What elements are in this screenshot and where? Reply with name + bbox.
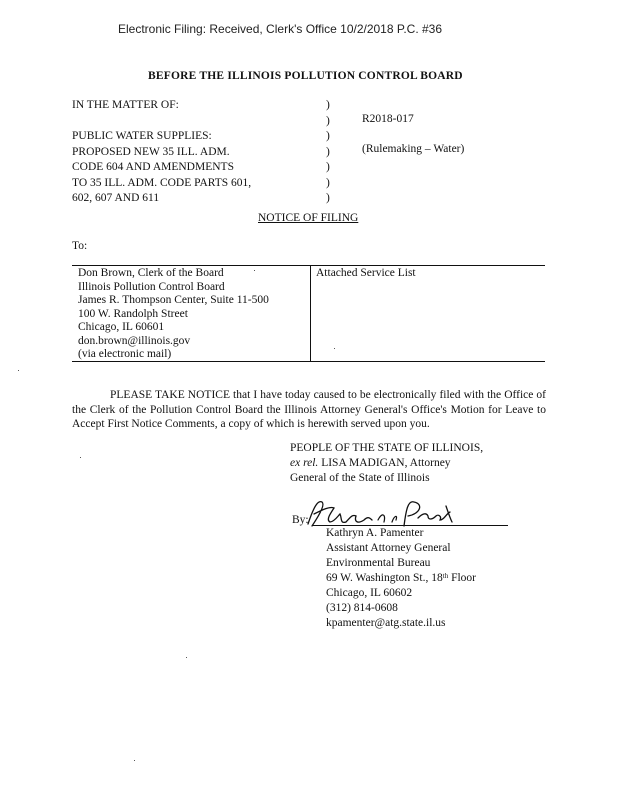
attorney-contact [326,526,476,631]
scan-speck [80,457,81,458]
caption-line: 602, 607 AND 611 [72,192,160,204]
recipient-address [78,267,269,362]
caption-line: TO 35 ILL. ADM. CODE PARTS 601, [72,176,252,189]
address-ordinal: th [442,572,449,580]
scan-speck [254,270,255,271]
table-divider [310,266,311,361]
docket-number: R2018-017 [362,113,414,125]
by-label: By: [292,514,309,526]
caption-paren: ) [326,99,330,111]
notice-paragraph: PLEASE TAKE NOTICE that I have today caused to be electronically filed with the Office of the Clerk of the Pollution Control Board the Illinois Attorney General's Office's Motion for Leave to Accept First Notice Comments, a copy of which is herewith served upon you. [72,389,546,430]
ex-rel-text: ex rel. [290,457,319,469]
filing-stamp-header: Electronic Filing: Received, Clerk's Office 10/2/2018 P.C. #36 [118,22,443,36]
caption-paren: ) [326,130,330,142]
recipient-delivery: (via electronic mail) [78,348,172,360]
service-list-label: Attached Service List [316,267,416,279]
signer-email: kpamenter@atg.state.il.us [326,617,446,629]
caption-paren: ) [326,114,330,127]
signer-bureau: Environmental Bureau [326,557,431,569]
party-block [290,441,483,486]
caption-line: CODE 604 AND AMENDMENTS [72,161,234,173]
proceeding-type: (Rulemaking – Water) [362,143,465,155]
caption-paren: ) [326,192,330,204]
recipient-building: James R. Thompson Center, Suite 11-500 [78,294,269,306]
to-label: To: [72,240,88,252]
signer-city: Chicago, IL 60602 [326,587,413,599]
scan-speck [134,760,135,761]
party-line-2 [290,456,483,471]
caption-paren: ) [326,176,330,189]
caption-paren: ) [326,161,330,173]
recipient-city: Chicago, IL 60601 [78,321,165,333]
party-line-1: PEOPLE OF THE STATE OF ILLINOIS, [290,442,484,454]
case-caption [72,98,251,207]
party-line-2-rest: LISA MADIGAN, Attorney [318,457,451,469]
recipient-email: don.brown@illinois.gov [78,334,191,347]
recipient-street: 100 W. Randolph Street [78,307,188,320]
caption-parentheses [326,98,330,207]
caption-line: PUBLIC WATER SUPPLIES: [72,130,212,142]
address-floor: Floor [448,572,477,584]
service-table [72,265,545,362]
scan-speck [334,348,335,349]
board-title: BEFORE THE ILLINOIS POLLUTION CONTROL BOARD [148,70,463,82]
scan-speck [18,370,19,371]
scan-speck [186,657,187,658]
party-line-3: General of the State of Illinois [290,472,430,484]
recipient-name: Don Brown, Clerk of the Board [78,267,224,279]
signer-title: Assistant Attorney General [326,542,451,554]
signer-name: Kathryn A. Pamenter [326,527,424,539]
caption-line: PROPOSED NEW 35 ILL. ADM. [72,145,230,158]
caption-paren: ) [326,145,330,158]
caption-line: IN THE MATTER OF: [72,99,179,111]
recipient-agency: Illinois Pollution Control Board [78,280,225,293]
signer-phone: (312) 814-0608 [326,602,398,614]
notice-title: NOTICE OF FILING [258,212,359,224]
signer-address [326,571,476,586]
caption-line [72,114,251,130]
address-street: 69 W. Washington St., 18 [326,572,443,584]
